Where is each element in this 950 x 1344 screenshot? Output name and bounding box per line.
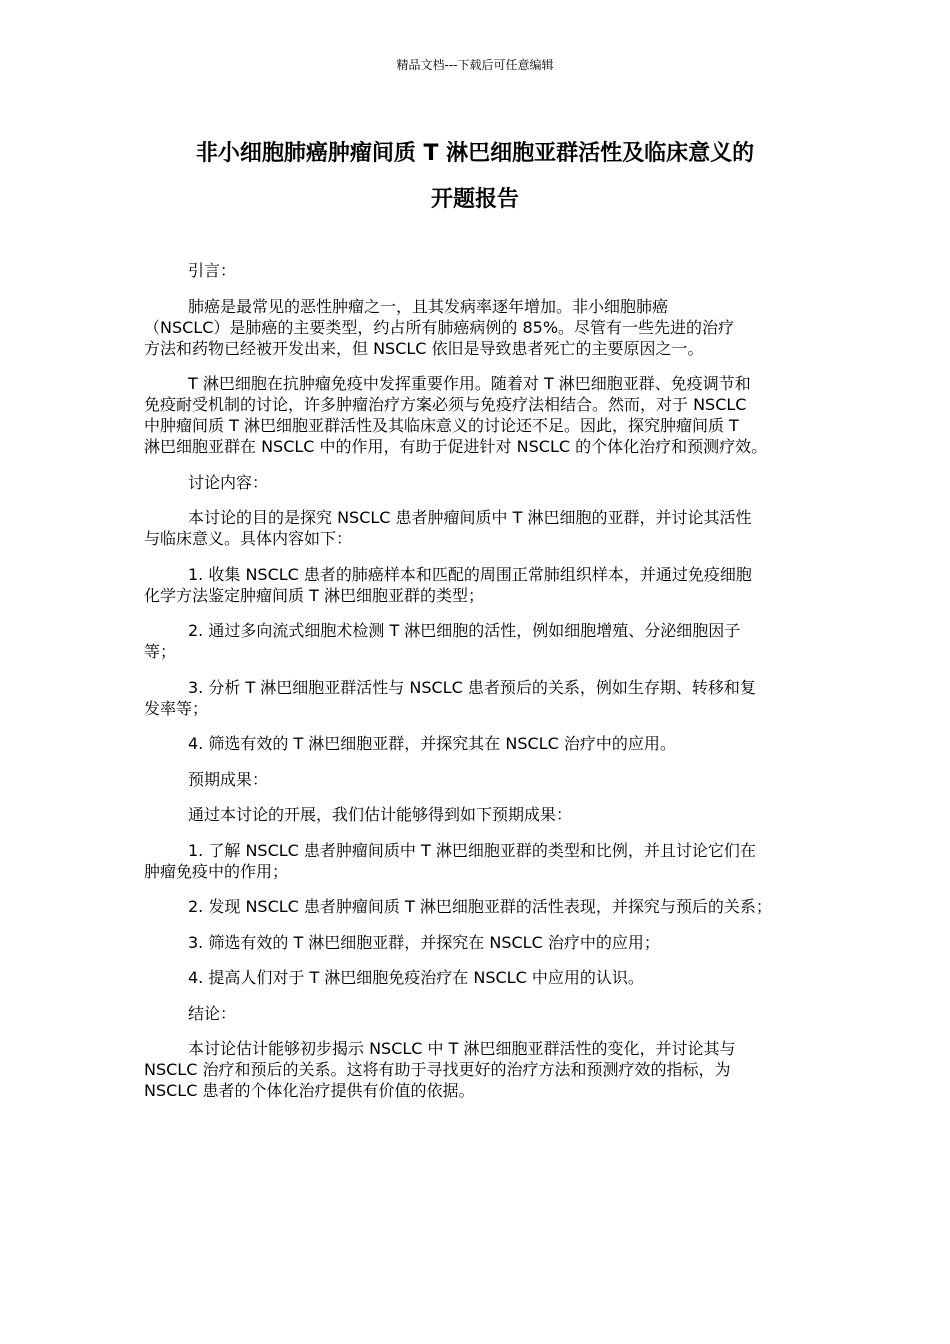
paragraph-intro-2: [144, 373, 816, 457]
text-line: 与临床意义。具体内容如下：: [144, 529, 353, 548]
text-line: T 淋巴细胞在抗肿瘤免疫中发挥重要作用。随着对 T 淋巴细胞亚群、免疫调节和: [188, 374, 751, 393]
text-line: 结论：: [188, 1003, 237, 1023]
paragraph-expected-intro: [144, 804, 816, 825]
list-item-expected-1: [144, 840, 816, 882]
page-header: [0, 57, 950, 73]
text-line: 肿瘤免疫中的作用；: [144, 861, 289, 881]
text-line: 4. 提高人们对于 T 淋巴细胞免疫治疗在 NSCLC 中应用的认识。: [188, 968, 644, 987]
list-item-research-2: [144, 620, 816, 662]
text-line: 2. 通过多向流式细胞术检测 T 淋巴细胞的活性，例如细胞增殖、分泌细胞因子: [188, 621, 741, 640]
text-line: 3. 分析 T 淋巴细胞亚群活性与 NSCLC 患者预后的关系，例如生存期、转移和复: [188, 677, 756, 697]
list-item-research-3: [144, 677, 816, 719]
text-line: 预期成果：: [188, 769, 269, 789]
paragraph-research-aim: [144, 507, 816, 549]
heading-introduction: [144, 260, 816, 281]
list-item-research-4: [144, 733, 816, 754]
text-line: 通过本讨论的开展，我们估计能够得到如下预期成果：: [188, 805, 573, 824]
text-line: 2. 发现 NSCLC 患者肿瘤间质 T 淋巴细胞亚群的活性表现，并探究与预后的关系；: [188, 897, 772, 916]
text-line: （NSCLC）是肺癌的主要类型，约占所有肺癌病例的 85%。尽管有一些先进的治疗: [144, 317, 735, 337]
text-line: 方法和药物已经被开发出来，但 NSCLC 依旧是导致患者死亡的主要原因之一。: [144, 338, 704, 358]
text-line: 发率等；: [144, 698, 209, 718]
heading-expected-results: [144, 769, 816, 790]
text-line: NSCLC 治疗和预后的关系。这将有助于寻找更好的治疗方法和预测疗效的指标，为: [144, 1060, 731, 1079]
text-line: 等；: [144, 642, 177, 661]
title-line-2: 开题报告: [430, 187, 519, 212]
text-line: NSCLC 患者的个体化治疗提供有价值的依据。: [144, 1081, 475, 1100]
text-line: 本讨论估计能够初步揭示 NSCLC 中 T 淋巴细胞亚群活性的变化，并讨论其与: [188, 1039, 736, 1058]
text-line: 1. 了解 NSCLC 患者肿瘤间质中 T 淋巴细胞亚群的类型和比例，并且讨论它们在: [188, 840, 756, 860]
list-item-expected-4: [144, 967, 816, 988]
title-line-1: 非小细胞肺癌肿瘤间质 T 淋巴细胞亚群活性及临床意义的: [195, 141, 755, 166]
list-item-expected-3: [144, 932, 816, 953]
list-item-expected-2: [144, 896, 816, 917]
text-line: 4. 筛选有效的 T 淋巴细胞亚群，并探究其在 NSCLC 治疗中的应用。: [188, 734, 676, 753]
paragraph-conclusion: [144, 1038, 816, 1101]
text-line: 化学方法鉴定肿瘤间质 T 淋巴细胞亚群的类型；: [144, 585, 484, 605]
text-line: 免疫耐受机制的讨论，许多肿瘤治疗方案必须与免疫疗法相结合。然而，对于 NSCLC: [144, 395, 747, 414]
text-line: 1. 收集 NSCLC 患者的肺癌样本和匹配的周围正常肺组织样本，并通过免疫细胞: [188, 564, 752, 584]
text-line: 3. 筛选有效的 T 淋巴细胞亚群，并探究在 NSCLC 治疗中的应用；: [188, 932, 660, 952]
text-line: 讨论内容：: [188, 472, 269, 492]
text-line: 本讨论的目的是探究 NSCLC 患者肿瘤间质中 T 淋巴细胞的亚群，并讨论其活性: [188, 508, 752, 527]
header-caption: 精品文档---下载后可任意编辑: [396, 58, 554, 72]
paragraph-intro-1: [144, 296, 816, 359]
heading-conclusion: [144, 1003, 816, 1024]
text-line: 引言：: [188, 261, 237, 280]
text-line: 肺癌是最常见的恶性肿瘤之一，且其发病率逐年增加。非小细胞肺癌: [188, 296, 669, 316]
text-line: 中肿瘤间质 T 淋巴细胞亚群活性及其临床意义的讨论还不足。因此，探究肿瘤间质 T: [144, 416, 739, 435]
list-item-research-1: [144, 564, 816, 606]
heading-research-content: [144, 472, 816, 493]
document-body: [144, 260, 816, 1116]
text-line: 淋巴细胞亚群在 NSCLC 中的作用，有助于促进针对 NSCLC 的个体化治疗和预测疗效。: [144, 437, 768, 456]
document-title: [140, 131, 810, 223]
